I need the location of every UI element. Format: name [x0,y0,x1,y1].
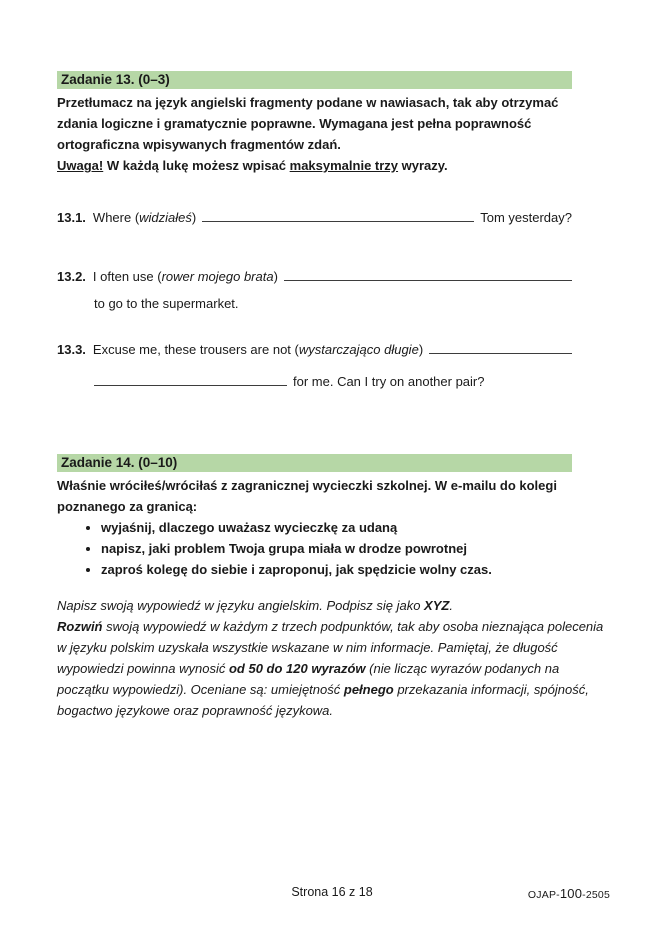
task14-title: Zadanie 14. (0–10) [61,455,178,470]
task14-header-bar [57,454,572,472]
task14-bullet-list [57,517,572,580]
question-text [93,209,196,226]
answer-blank [202,209,474,222]
question-text [93,341,423,358]
answer-blank [284,268,572,281]
question-13-3 [57,341,572,358]
question-tail: Tom yesterday? [480,210,572,225]
page-footer [0,885,664,901]
task13-instructions: Przetłumacz na język angielski fragmenty podane w nawiasach, tak aby otrzymać zdania logiczne i gramatycznie poprawne. Wymagana jest pełna poprawność ortograficzna wpisywanych fragmentów zdań. [57,95,559,152]
task-13-section [57,71,572,390]
warning-limit: maksymalnie trzy [289,158,399,173]
task14-instructions: Właśnie wróciłeś/wróciłaś z zagranicznej wycieczki szkolnej. W e-mailu do kolegi poznanego za granicą: [57,478,557,514]
bullet-item: • napisz, jaki problem Twoja grupa miała w drodze powrotnej [101,538,572,559]
note-emphasis: pełnego [343,682,394,697]
warning-text-end: wyrazy. [398,158,448,173]
question-13-2 [57,268,572,285]
question-text-after: ) [273,269,278,284]
warning-text-mid: W każdą lukę możesz wpisać [103,158,290,173]
polish-hint: widziałeś [139,210,192,225]
bullet-item: • wyjaśnij, dlaczego uważasz wycieczkę za udaną [101,517,572,538]
question-tail: for me. Can I try on another pair? [293,374,485,389]
signature-placeholder: XYZ [424,598,450,613]
question-13-3-continuation [57,373,572,390]
task13-header-bar [57,71,572,89]
question-13-1 [57,209,572,226]
question-number: 13.3. [57,342,86,357]
page-content [57,71,604,721]
task14-writing-note [57,595,605,721]
task13-warning-note [57,155,572,176]
polish-hint: rower mojego brata [161,269,274,284]
question-text-after: ) [191,210,197,225]
question-text-before: I often use ( [92,269,162,284]
question-13-2-continuation: to go to the supermarket. [94,296,239,311]
question-text-after: ) [418,342,424,357]
note-text: swoją wypowiedź w każdym z trzech podpunktów, tak aby osoba nieznająca polecenia w języku polskim uzyskała wszystkie wskazane w nim informacje. Pamiętaj, że długość wypowiedzi powinna wynosić [57,619,604,676]
exam-code [528,886,610,901]
question-number: 13.2. [57,269,86,284]
question-text-before: Where ( [92,210,140,225]
note-text: przekazania informacji, spójność, bogactwo językowe oraz poprawność językowa. [57,682,589,718]
bullet-item: • zaproś kolegę do siebie i zaproponuj, jak spędzicie wolny czas. [101,559,572,580]
task-14-section [57,454,604,721]
task13-title: Zadanie 13. (0–3) [61,72,170,87]
warning-label: Uwaga! [57,158,104,173]
question-text-before: Excuse me, these trousers are not ( [92,342,299,357]
polish-hint: wystarczająco długie [298,342,419,357]
answer-blank [94,373,287,386]
exam-code-mid: 100 [559,886,583,901]
note-text: Napisz swoją wypowiedź w języku angielskim. Podpisz się jako [57,598,425,613]
page-number: Strona 16 z 18 [291,885,373,899]
question-text [93,268,278,285]
note-emphasis: Rozwiń [57,619,103,634]
answer-blank [429,341,572,354]
note-text: (nie licząc wyrazów podanych na początku wypowiedzi). Oceniane są: umiejętność [57,661,560,697]
exam-code-suffix: -2505 [582,889,610,901]
exam-code-prefix: OJAP- [527,889,560,901]
question-number: 13.1. [57,210,86,225]
note-text: . [449,598,453,613]
word-limit: od 50 do 120 wyrazów [228,661,366,676]
